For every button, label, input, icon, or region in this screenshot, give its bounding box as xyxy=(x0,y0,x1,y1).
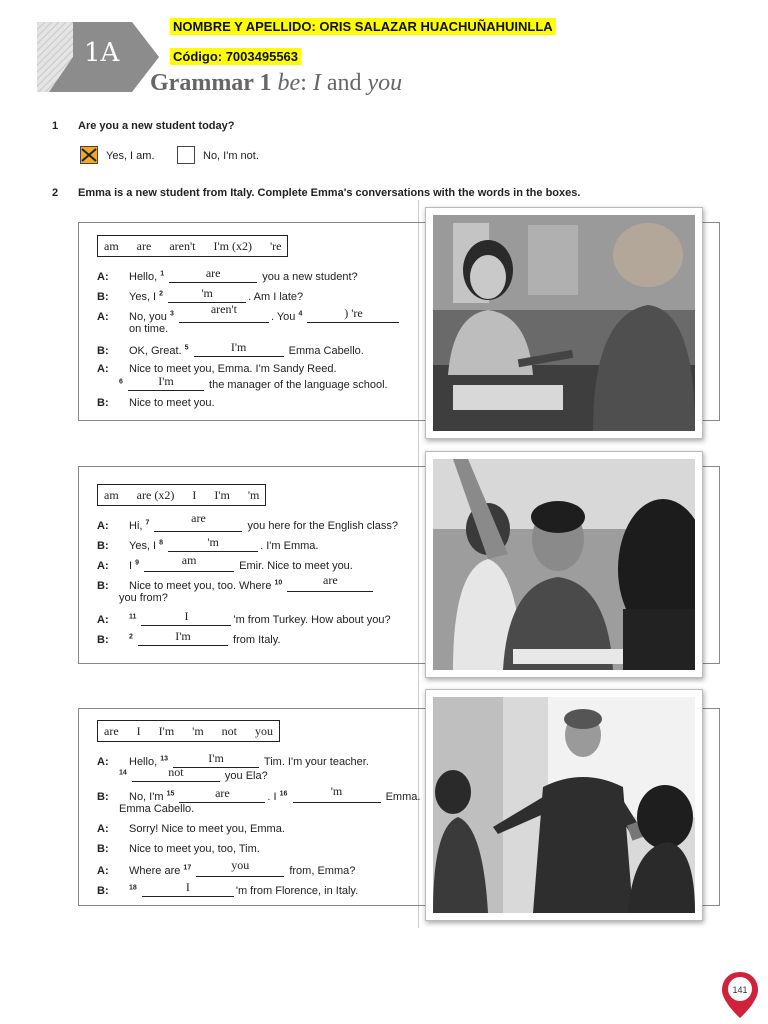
dialogue-line: A: Sorry! Nice to meet you, Emma. xyxy=(97,823,285,835)
answer-blank[interactable]: I'm xyxy=(138,632,228,646)
dialogue-line: A: $^{11}$ I 'm from Turkey. How about you? xyxy=(97,609,391,626)
answer-blank[interactable]: aren't xyxy=(179,309,269,323)
dialogue-continuation: on time. xyxy=(129,323,169,335)
answer-blank[interactable]: are xyxy=(169,269,257,283)
no-checkbox[interactable] xyxy=(177,146,195,164)
question-1-number: 1 xyxy=(52,120,59,132)
no-label: No, I'm not. xyxy=(203,150,259,162)
word: aren't xyxy=(169,238,196,253)
checked-cross-icon xyxy=(81,147,97,163)
dialogue-continuation: you from? xyxy=(119,592,168,604)
student-name: NOMBRE Y APELLIDO: ORIS SALAZAR HUACHUÑAHUINLLA xyxy=(170,18,556,35)
dialogue-line: B: No, I'm $^{15}$ are . I $^{16}$ 'm Emma. xyxy=(97,784,421,803)
dialogue-line: B: $^{18}$ I 'm from Florence, in Italy. xyxy=(97,880,359,897)
page-title: Grammar 1 be: I and you xyxy=(150,70,403,96)
dialogue-line: B: $^2$ I'm from Italy. xyxy=(97,629,281,646)
word: I'm xyxy=(158,723,175,738)
word: I xyxy=(136,723,141,738)
word: not xyxy=(221,723,237,738)
answer-blank[interactable]: I'm xyxy=(128,377,204,391)
answer-blank[interactable]: are xyxy=(287,578,373,592)
word: am xyxy=(104,487,119,502)
dialogue-line: A: I $^9$ am Emir. Nice to meet you. xyxy=(97,553,353,572)
page-pin-icon xyxy=(720,970,760,1020)
yes-checkbox[interactable] xyxy=(80,146,98,164)
word: 'm xyxy=(192,723,204,738)
word: 're xyxy=(269,238,282,253)
answer-blank[interactable]: 'm xyxy=(168,538,258,552)
unit-label: 1A xyxy=(84,38,120,68)
dialogue-line: B: Yes, I $^2$ 'm . Am I late? xyxy=(97,286,304,303)
dialogue-line: A: No, you $^3$ aren't . You $^4$ ) 're xyxy=(97,309,401,323)
answer-blank[interactable]: not xyxy=(132,768,220,782)
answer-blank[interactable]: I'm xyxy=(173,754,259,768)
answer-blank[interactable]: I'm xyxy=(194,343,284,357)
answer-blank[interactable]: ) 're xyxy=(307,309,399,323)
photo-student-raising-hand xyxy=(425,451,703,678)
answer-blank[interactable]: am xyxy=(144,558,234,572)
word: I xyxy=(192,487,197,502)
question-1-text: Are you a new student today? xyxy=(78,120,235,132)
dialogue-line: B: OK, Great. $^5$ I'm Emma Cabello. xyxy=(97,340,364,357)
answer-blank[interactable]: 'm xyxy=(168,289,246,303)
answer-blank[interactable]: are xyxy=(154,518,242,532)
word-box-2 xyxy=(97,484,266,506)
question-2-text: Emma is a new student from Italy. Complete Emma's conversations with the words in the boxes. xyxy=(78,187,581,199)
word: 'm xyxy=(247,487,260,502)
word: are (x2) xyxy=(136,487,175,502)
question-2-number: 2 xyxy=(52,187,59,199)
dialogue-line: B: Nice to meet you. xyxy=(97,397,215,409)
word: am xyxy=(104,238,119,253)
student-code: Código: 7003495563 xyxy=(170,48,301,65)
page-number: 141 xyxy=(732,985,748,995)
dialogue-line: A: Nice to meet you, Emma. I'm Sandy Reed. xyxy=(97,363,337,375)
answer-blank[interactable]: you xyxy=(196,863,284,877)
word: I'm (x2) xyxy=(213,238,252,253)
word: I'm xyxy=(214,487,230,502)
word-box-1 xyxy=(97,235,288,257)
dialogue-line: B: Nice to meet you, too. Where $^{10}$ are xyxy=(97,578,375,592)
word: are xyxy=(104,723,119,738)
dialogue-line: $^{14}$ not you Ela? xyxy=(119,765,268,782)
answer-blank[interactable]: I xyxy=(142,883,234,897)
word-box-3 xyxy=(97,720,280,742)
yes-label: Yes, I am. xyxy=(106,150,155,162)
dialogue-line: A: Hi, $^7$ are you here for the English class? xyxy=(97,511,398,532)
word: you xyxy=(255,723,273,738)
dialogue-line: B: Nice to meet you, too, Tim. xyxy=(97,843,260,855)
dialogue-line: $^6$ I'm the manager of the language school. xyxy=(119,374,388,391)
photo-receptionist xyxy=(425,207,703,439)
answer-blank[interactable]: 'm xyxy=(293,789,381,803)
dialogue-line: B: Yes, I $^8$ 'm . I'm Emma. xyxy=(97,535,319,552)
photo-teacher xyxy=(425,689,703,921)
dialogue-line: A: Hello, $^1$ are you a new student? xyxy=(97,266,358,283)
dialogue-line: A: Hello, $^{13}$ I'm Tim. I'm your teacher. xyxy=(97,751,369,768)
answer-blank[interactable]: I xyxy=(141,612,231,626)
answer-blank[interactable]: are xyxy=(179,789,265,803)
word: are xyxy=(136,238,152,253)
dialogue-continuation: Emma Cabello. xyxy=(119,803,195,815)
dialogue-line: A: Where are $^{17}$ you from, Emma? xyxy=(97,858,356,877)
